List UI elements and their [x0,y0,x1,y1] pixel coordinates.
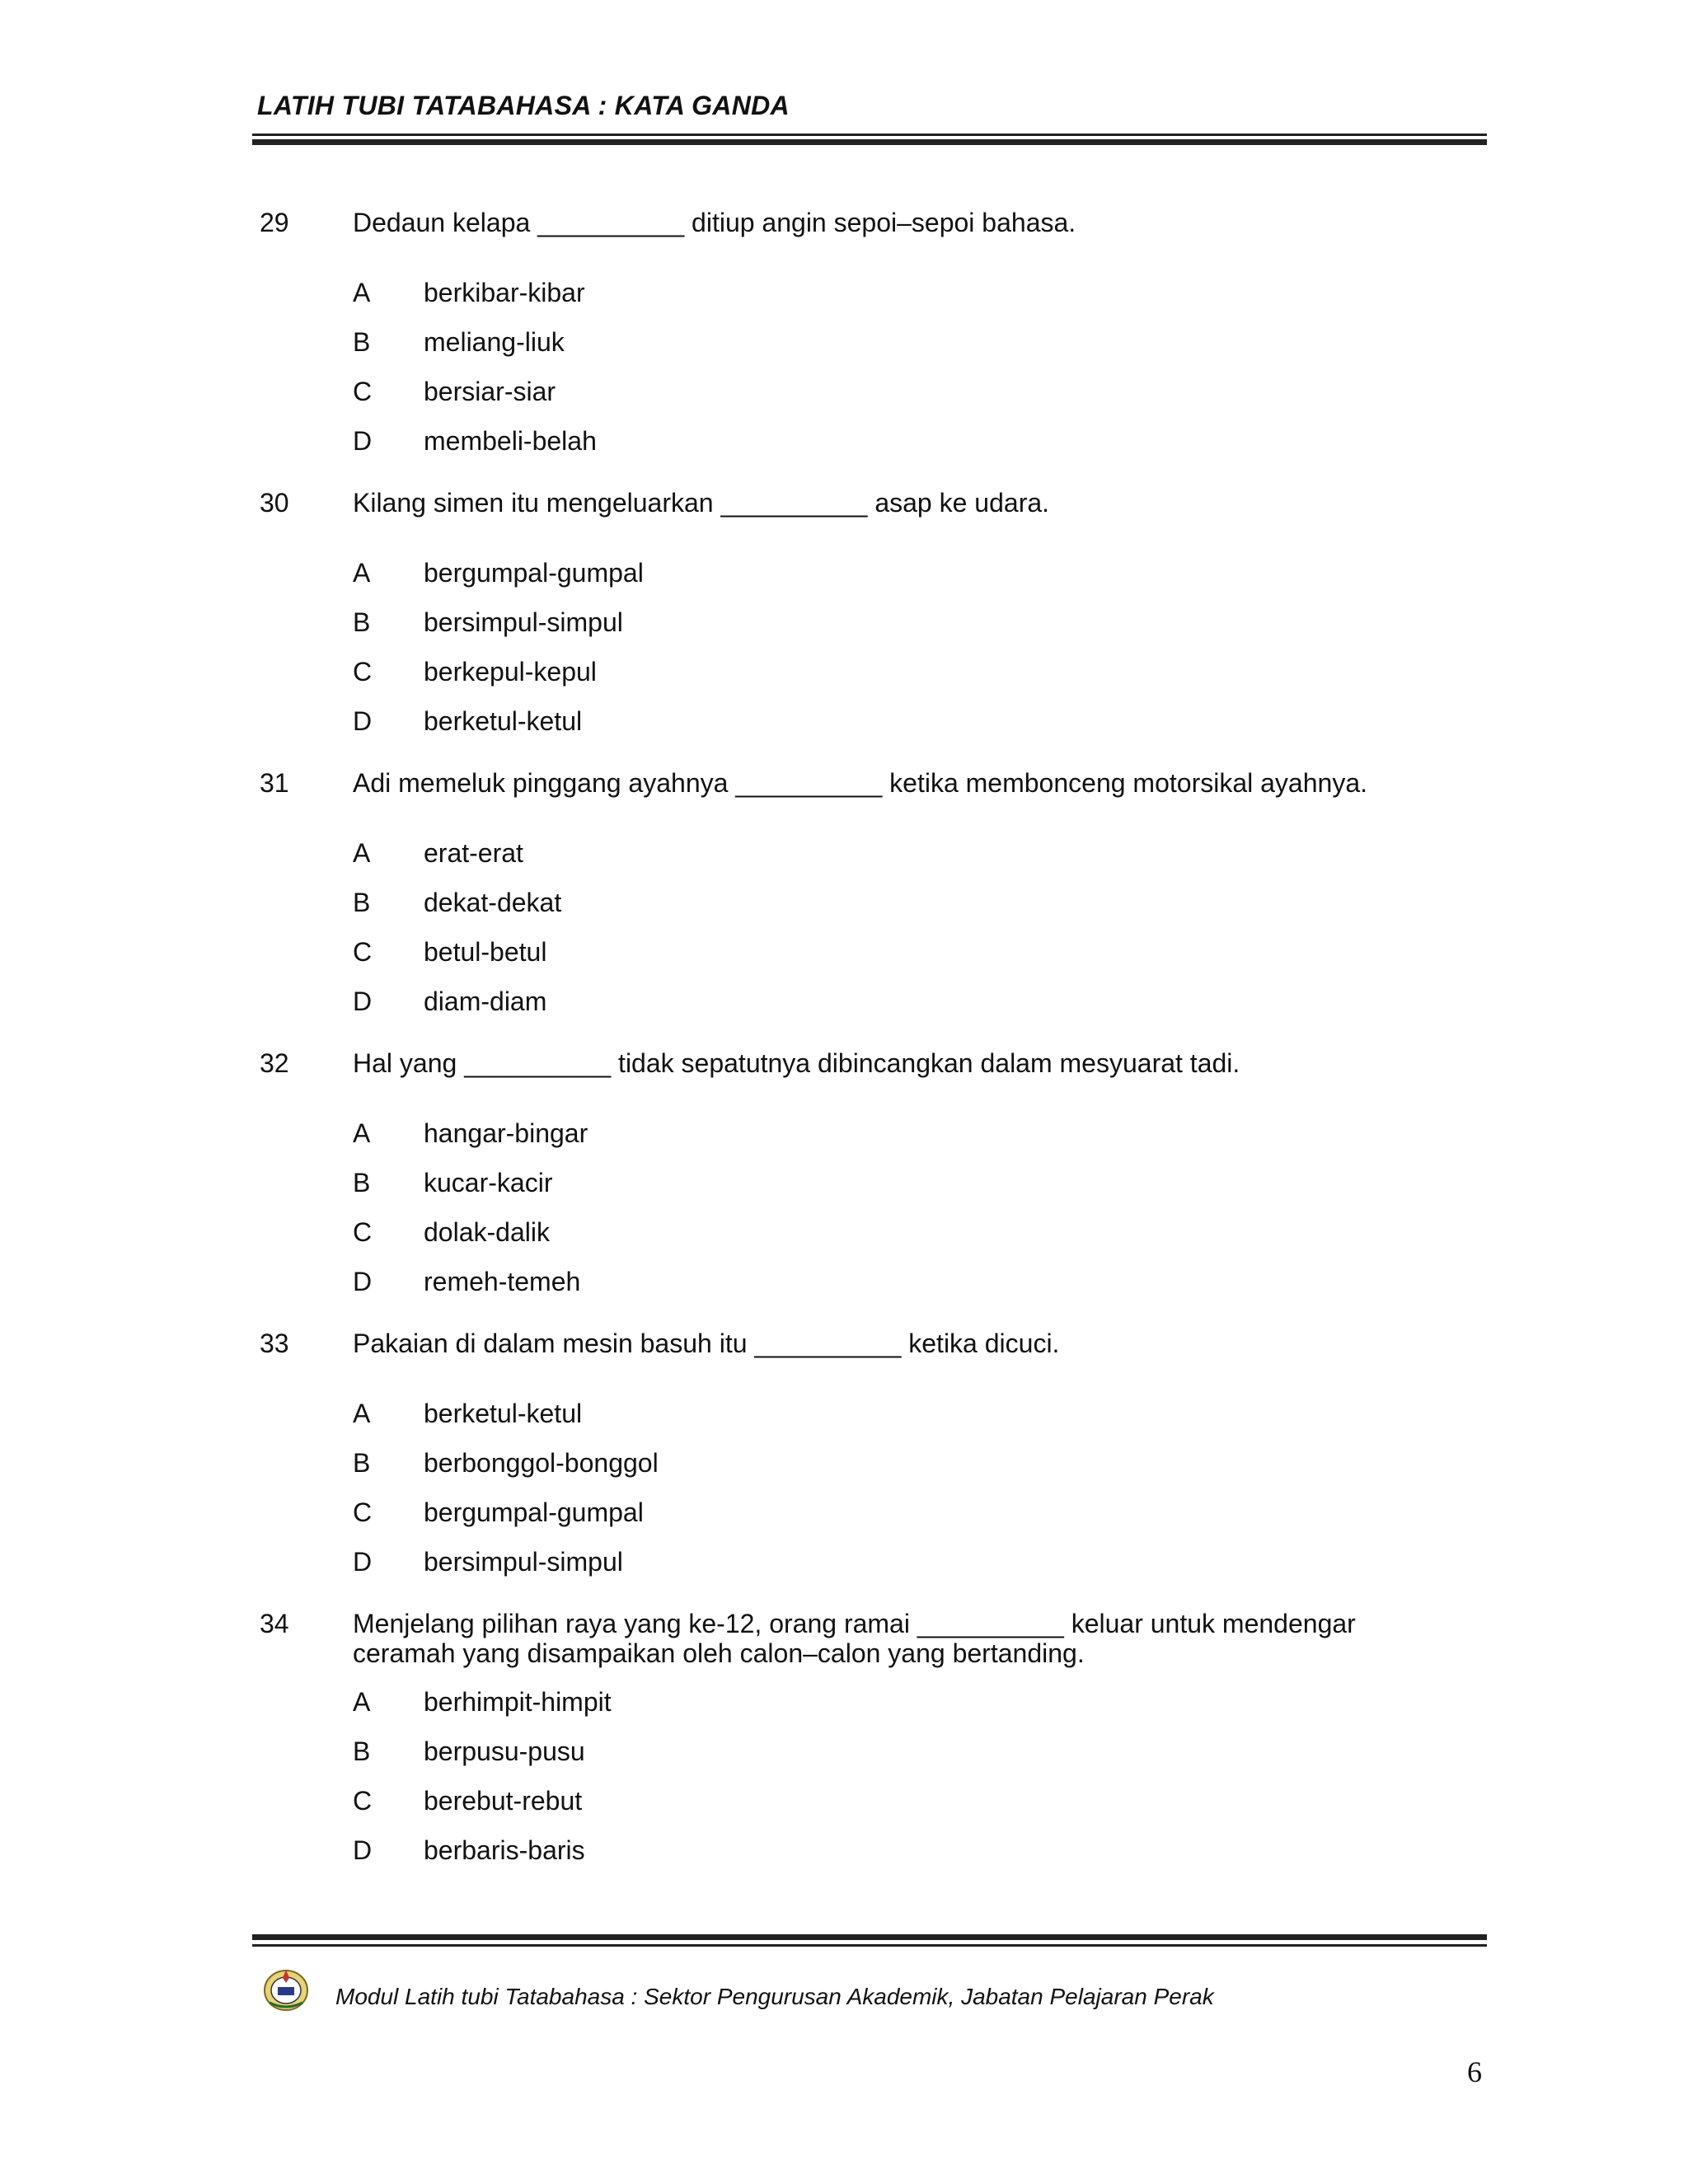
question-text [353,768,1391,798]
option-letter: B [353,1168,371,1197]
question-line: Hal yang __________ tidak sepatutnya dibincangkan dalam mesyuarat tadi. [353,1048,1240,1078]
header-rule-thin [252,134,1487,136]
question-text [353,1609,1391,1668]
option-text: berbaris-baris [424,1835,585,1865]
option-text: berketul-ketul [424,1399,583,1428]
question-line: Pakaian di dalam mesin basuh itu __________ ketika dicuci. [353,1329,1060,1358]
option-letter: A [353,1687,371,1717]
option-text: bersimpul-simpul [424,1547,623,1577]
question-number: 30 [260,488,289,518]
option-text: dekat-dekat [424,888,562,917]
option-b[interactable] [0,327,989,357]
option-text: hangar-bingar [424,1118,588,1148]
question-number: 32 [260,1048,289,1078]
option-letter: A [353,278,371,307]
option-d[interactable] [0,1267,989,1296]
option-text: betul-betul [424,937,547,967]
question-line: ceramah yang disampaikan oleh calon–calon yang bertanding. [353,1638,1085,1668]
option-a[interactable] [0,1687,989,1717]
footer-rule-thick [252,1934,1487,1940]
option-c[interactable] [0,377,989,406]
option-d[interactable] [0,426,989,456]
option-letter: D [353,1267,373,1296]
option-text: berpusu-pusu [424,1736,585,1766]
option-text: dolak-dalik [424,1217,550,1247]
option-b[interactable] [0,1168,989,1197]
option-text: diam-diam [424,987,547,1016]
option-c[interactable] [0,1217,989,1247]
question-line: Adi memeluk pinggang ayahnya __________ ketika membonceng motorsikal ayahnya. [353,768,1367,798]
option-text: berkibar-kibar [424,278,585,307]
option-letter: B [353,1736,371,1766]
option-text: berebut-rebut [424,1786,583,1816]
option-letter: C [353,657,373,687]
option-d[interactable] [0,1547,989,1577]
option-text: erat-erat [424,838,523,868]
question-line: Menjelang pilihan raya yang ke-12, orang ramai __________ keluar untuk mendengar [353,1609,1356,1638]
question-number: 31 [260,768,289,798]
option-letter: D [353,706,373,736]
question-text [353,488,1391,518]
option-b[interactable] [0,1736,989,1766]
option-letter: B [353,607,371,637]
question-number: 34 [260,1609,289,1638]
footer-rule-thin [252,1944,1487,1947]
page-title: LATIH TUBI TATABAHASA : KATA GANDA [257,91,790,120]
question-line: Kilang simen itu mengeluarkan __________ asap ke udara. [353,488,1050,518]
option-d[interactable] [0,1835,989,1865]
option-a[interactable] [0,1399,989,1428]
option-text: berkepul-kepul [424,657,597,687]
option-letter: B [353,327,371,357]
page-number: 6 [1467,2055,1482,2088]
option-text: bersimpul-simpul [424,607,623,637]
option-d[interactable] [0,987,989,1016]
question-line: Dedaun kelapa __________ ditiup angin sepoi–sepoi bahasa. [353,208,1076,237]
option-letter: B [353,1448,371,1478]
option-text: berhimpit-himpit [424,1687,612,1717]
option-b[interactable] [0,1448,989,1478]
option-text: berbonggol-bonggol [424,1448,659,1478]
option-letter: A [353,1399,371,1428]
option-c[interactable] [0,937,989,967]
question-text [353,1329,1391,1358]
option-c[interactable] [0,657,989,687]
option-letter: C [353,1786,373,1816]
option-a[interactable] [0,558,989,588]
option-text: berketul-ketul [424,706,583,736]
question-text [353,1048,1391,1078]
option-letter: A [353,1118,371,1148]
option-text: kucar-kacir [424,1168,553,1197]
option-letter: A [353,558,371,588]
option-text: meliang-liuk [424,327,565,357]
option-d[interactable] [0,706,989,736]
option-a[interactable] [0,838,989,868]
option-text: membeli-belah [424,426,597,456]
option-letter: C [353,937,373,967]
option-letter: C [353,1497,373,1527]
option-c[interactable] [0,1497,989,1527]
option-text: bergumpal-gumpal [424,558,644,588]
option-letter: A [353,838,371,868]
option-b[interactable] [0,888,989,917]
question-number: 29 [260,208,289,237]
option-a[interactable] [0,278,989,307]
option-text: bersiar-siar [424,377,556,406]
question-number: 33 [260,1329,289,1358]
option-letter: C [353,1217,373,1247]
option-text: bergumpal-gumpal [424,1497,644,1527]
header-rule-thick [252,139,1487,145]
state-crest-icon [262,1965,310,2013]
footer-text: Modul Latih tubi Tatabahasa : Sektor Pengurusan Akademik, Jabatan Pelajaran Perak [335,1984,1214,2009]
option-letter: D [353,426,373,456]
option-a[interactable] [0,1118,989,1148]
option-letter: D [353,1547,373,1577]
option-c[interactable] [0,1786,989,1816]
option-letter: D [353,987,373,1016]
option-letter: B [353,888,371,917]
question-text [353,208,1391,237]
option-b[interactable] [0,607,989,637]
option-text: remeh-temeh [424,1267,581,1296]
option-letter: C [353,377,373,406]
option-letter: D [353,1835,373,1865]
